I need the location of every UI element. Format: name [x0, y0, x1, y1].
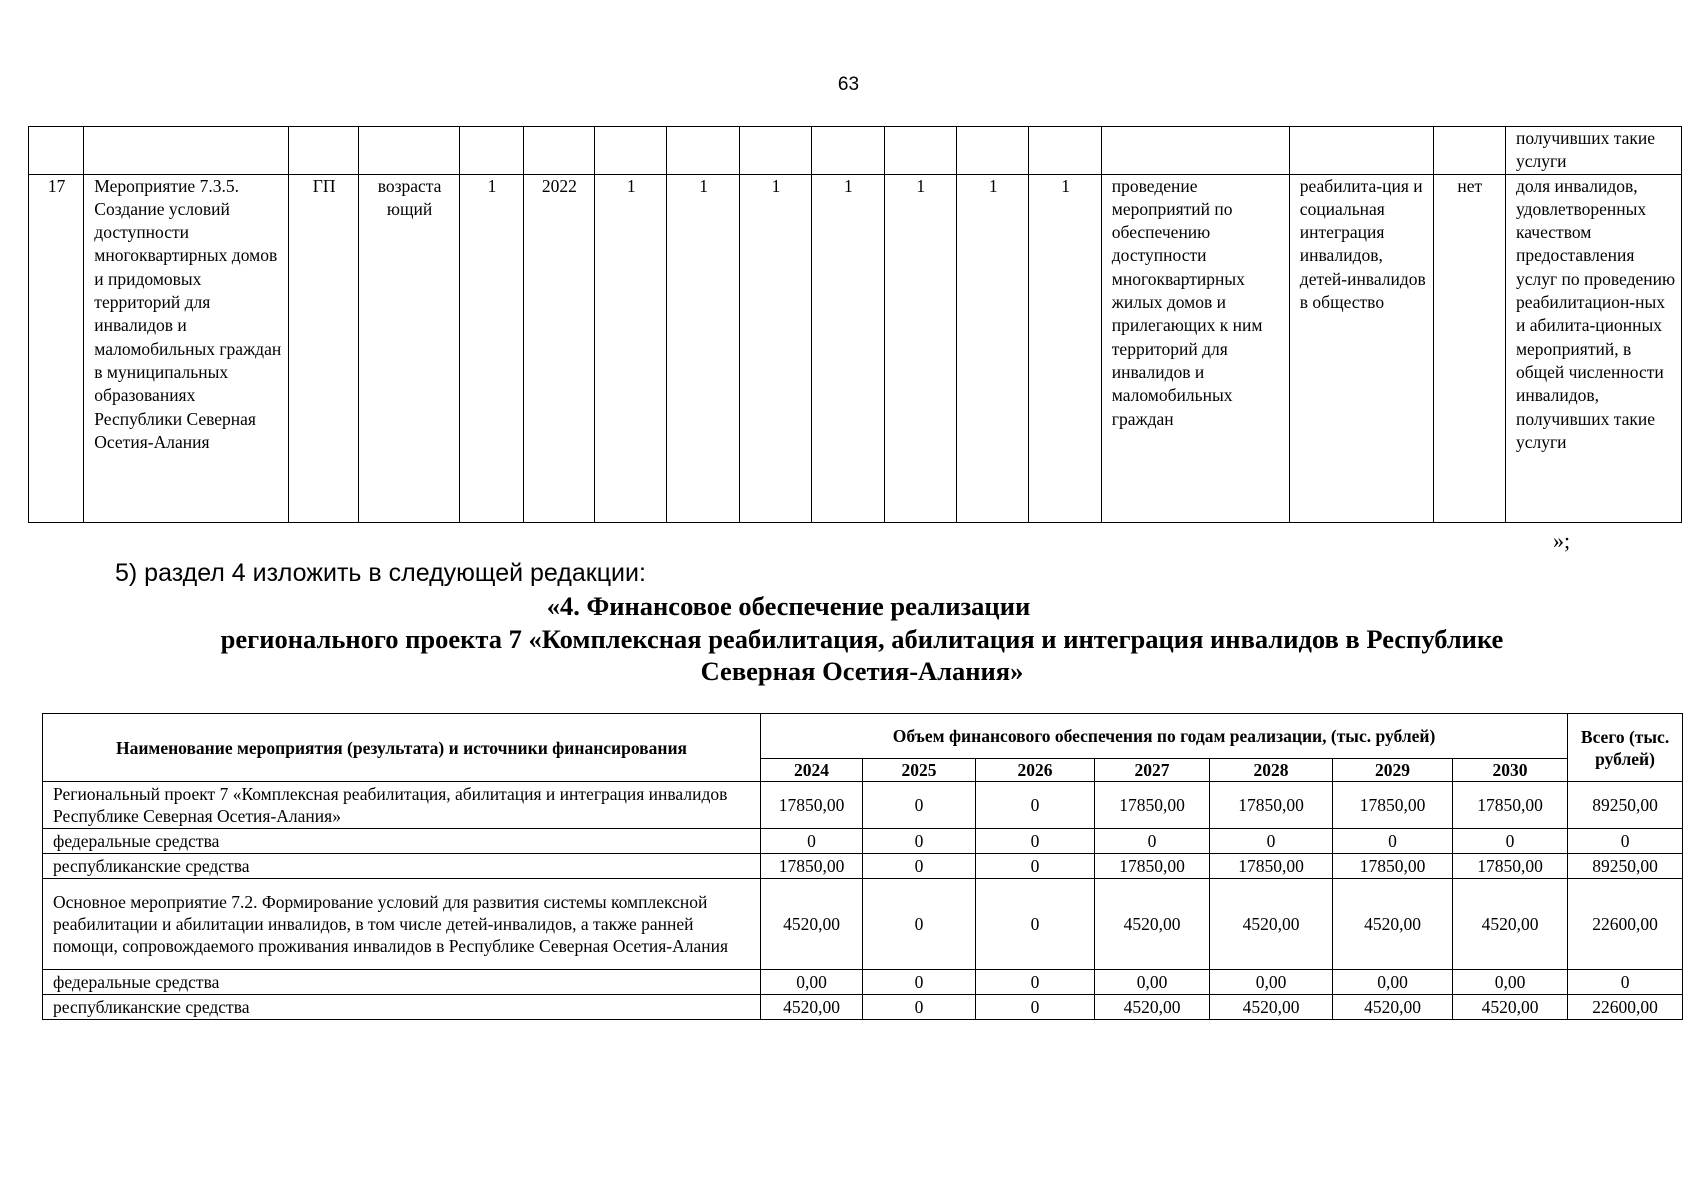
indicator-cell: доля инвалидов, удовлетворенных качеством предоставления услуг по проведению реабилитацион-ных и абилита-ционных мероприятий, в общей численности инвалидов, получивших такие услуги: [1505, 174, 1681, 522]
value-cell: 17850,00: [1453, 782, 1568, 829]
table-row: [43, 970, 1683, 995]
trend-cell: возраста ющий: [358, 174, 460, 522]
table-row: [29, 174, 1682, 522]
gp-cell: ГП: [289, 174, 358, 522]
header-year: 2027: [1095, 759, 1210, 782]
header-year: 2029: [1333, 759, 1453, 782]
value-cell: 0: [976, 854, 1095, 879]
value-cell: 17850,00: [761, 782, 863, 829]
heading-line: регионального проекта 7 «Комплексная реабилитация, абилитация и интеграция инвалидов в Республике: [220, 623, 1504, 654]
row-name: Региональный проект 7 «Комплексная реабилитация, абилитация и интеграция инвалидов Республике Северная Осетия-Алания»: [43, 782, 761, 829]
row-name: Основное мероприятие 7.2. Формирование условий для развития системы комплексной реабилитации и абилитации инвалидов, в том числе детей-инвалидов, а также ранней помощи, сопровождаемого проживания инвалидов в Республике Северная Осетия-Алания: [43, 879, 761, 970]
value-cell: 17850,00: [761, 854, 863, 879]
value-cell: 1: [739, 174, 811, 522]
value-cell: 1: [667, 174, 739, 522]
action-cell: проведение мероприятий по обеспечению доступности многоквартирных жилых домов и прилегающих к ним территорий для инвалидов и маломобильных граждан: [1101, 174, 1289, 522]
row-name: республиканские средства: [43, 995, 761, 1020]
table-row: [43, 879, 1683, 970]
financing-table: [42, 713, 1683, 1020]
value-cell: 4520,00: [1210, 995, 1333, 1020]
row-name: федеральные средства: [43, 970, 761, 995]
total-cell: 22600,00: [1568, 995, 1683, 1020]
value-cell: 0: [1333, 829, 1453, 854]
heading-line: «4. Финансовое обеспечение реализации: [546, 591, 1031, 621]
header-volume: Объем финансового обеспечения по годам реализации, (тыс. рублей): [761, 714, 1568, 759]
header-year: 2024: [761, 759, 863, 782]
value-cell: 0: [863, 879, 976, 970]
base-year: 2022: [523, 174, 594, 522]
total-cell: 89250,00: [1568, 854, 1683, 879]
value-cell: 0: [976, 970, 1095, 995]
value-cell: 0,00: [1095, 970, 1210, 995]
base-value: 1: [460, 174, 523, 522]
event-name: Мероприятие 7.3.5. Создание условий доступности многоквартирных домов и придомовых территорий для инвалидов и маломобильных граждан в муниципальных образованиях Республики Северная Осетия-Алания: [84, 174, 289, 522]
indicator-cell: получивших такие услуги: [1505, 127, 1681, 175]
value-cell: 4520,00: [1095, 995, 1210, 1020]
value-cell: 0: [1210, 829, 1333, 854]
value-cell: 0: [863, 854, 976, 879]
value-cell: 0: [863, 995, 976, 1020]
total-cell: 89250,00: [1568, 782, 1683, 829]
value-cell: 1: [884, 174, 956, 522]
value-cell: 17850,00: [1095, 782, 1210, 829]
page-number: 63: [837, 74, 860, 95]
section-heading: [0, 590, 1697, 688]
total-cell: 0: [1568, 970, 1683, 995]
value-cell: 0: [761, 829, 863, 854]
value-cell: 0,00: [761, 970, 863, 995]
closing-quote: »;: [1553, 528, 1571, 553]
value-cell: 0,00: [1333, 970, 1453, 995]
table-row: [29, 127, 1682, 175]
value-cell: 4520,00: [1333, 879, 1453, 970]
table-row: [43, 995, 1683, 1020]
value-cell: 0: [976, 829, 1095, 854]
value-cell: 17850,00: [1333, 854, 1453, 879]
table-row: [43, 829, 1683, 854]
value-cell: 4520,00: [761, 879, 863, 970]
value-cell: 1: [812, 174, 884, 522]
indicators-table: [28, 126, 1682, 523]
value-cell: 1: [957, 174, 1029, 522]
flag-cell: нет: [1433, 174, 1505, 522]
value-cell: 17850,00: [1453, 854, 1568, 879]
value-cell: 1: [1029, 174, 1101, 522]
total-cell: 0: [1568, 829, 1683, 854]
table-header-row: [43, 714, 1683, 759]
value-cell: 17850,00: [1210, 782, 1333, 829]
value-cell: 0: [863, 782, 976, 829]
total-cell: 22600,00: [1568, 879, 1683, 970]
header-year: 2026: [976, 759, 1095, 782]
value-cell: 0,00: [1210, 970, 1333, 995]
header-year: 2025: [863, 759, 976, 782]
value-cell: 4520,00: [1453, 879, 1568, 970]
value-cell: 4520,00: [1095, 879, 1210, 970]
goal-cell: реабилита-ция и социальная интеграция инвалидов, детей-инвалидов в общество: [1289, 174, 1433, 522]
value-cell: 0: [863, 970, 976, 995]
value-cell: 0: [976, 995, 1095, 1020]
value-cell: 17850,00: [1333, 782, 1453, 829]
header-name: Наименование мероприятия (результата) и источники финансирования: [43, 714, 761, 782]
value-cell: 4520,00: [1453, 995, 1568, 1020]
value-cell: 17850,00: [1095, 854, 1210, 879]
row-name: федеральные средства: [43, 829, 761, 854]
header-total: Всего (тыс. рублей): [1568, 714, 1683, 782]
value-cell: 4520,00: [1333, 995, 1453, 1020]
value-cell: 0: [976, 782, 1095, 829]
value-cell: 0: [1095, 829, 1210, 854]
value-cell: 1: [595, 174, 667, 522]
row-number: 17: [29, 174, 84, 522]
value-cell: 0: [976, 879, 1095, 970]
value-cell: 0: [863, 829, 976, 854]
instruction-text: 5) раздел 4 изложить в следующей редакции:: [115, 559, 646, 587]
value-cell: 4520,00: [761, 995, 863, 1020]
value-cell: 17850,00: [1210, 854, 1333, 879]
value-cell: 0: [1453, 829, 1568, 854]
row-name: республиканские средства: [43, 854, 761, 879]
header-year: 2028: [1210, 759, 1333, 782]
value-cell: 0,00: [1453, 970, 1568, 995]
heading-line: Северная Осетия-Алания»: [700, 656, 1024, 686]
table-row: [43, 854, 1683, 879]
header-year: 2030: [1453, 759, 1568, 782]
value-cell: 4520,00: [1210, 879, 1333, 970]
table-row: [43, 782, 1683, 829]
